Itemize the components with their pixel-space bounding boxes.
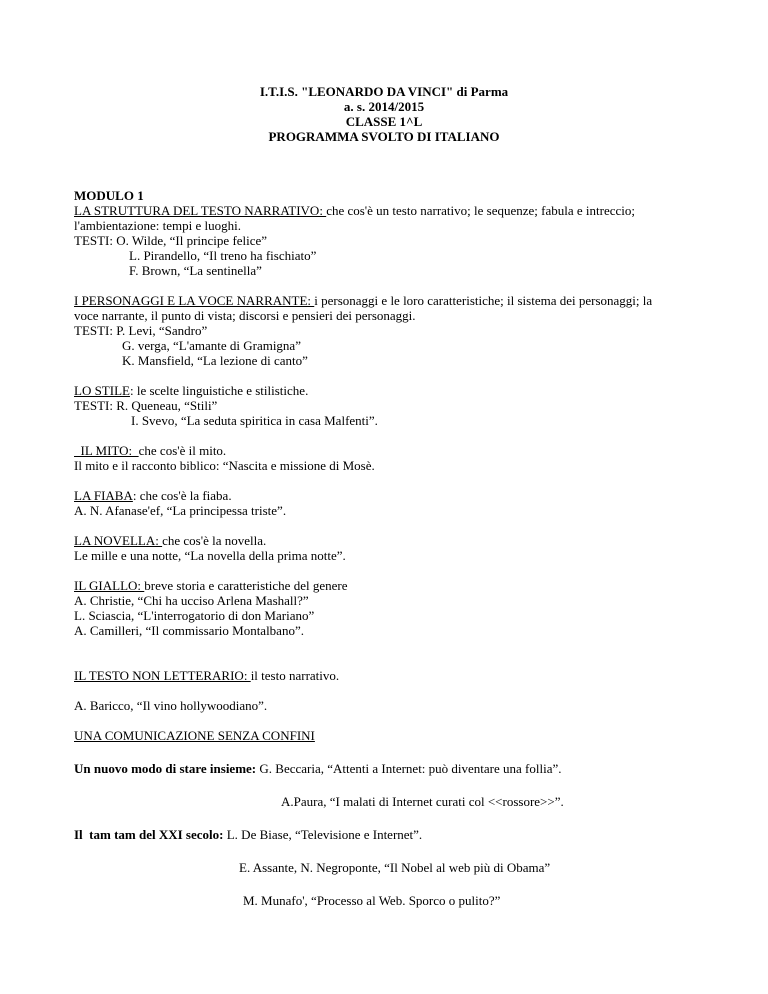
section-novella [74,533,694,563]
text-item: A. Baricco, “Il vino hollywoodiano”. [74,698,268,713]
section-giallo-desc: IL GIALLO: breve storia e caratteristiche del genere [74,578,348,593]
text-item: I. Svevo, “La seduta spiritica in casa Malfenti”. [131,413,378,428]
section-non-letterario [74,668,694,713]
section-non-letterario-heading: IL TESTO NON LETTERARIO: [74,668,251,683]
section-struttura-desc2: l'ambientazione: tempi e luoghi. [74,218,241,233]
section-fiaba-desc: LA FIABA: che cos'è la fiaba. [74,488,232,503]
text-item: L. Sciascia, “L'interrogatorio di don Mariano” [74,608,315,623]
text-item: Le mille e una notte, “La novella della prima notte”. [74,548,346,563]
section-struttura [74,203,694,278]
section-novella-desc: LA NOVELLA: che cos'è la novella. [74,533,267,548]
text-item: A.Paura, “I malati di Internet curati col <<rossore>>”. [281,794,564,809]
program-title: PROGRAMMA SVOLTO DI ITALIANO [268,129,500,144]
text-item: F. Brown, “La sentinella” [129,263,262,278]
text-item: M. Munafo', “Processo al Web. Sporco o pulito?” [243,893,501,908]
section-personaggi [74,293,694,368]
school-name: I.T.I.S. "LEONARDO DA VINCI" di Parma [259,84,509,99]
section-stile-heading: LO STILE [74,383,130,398]
text-item: Il mito e il racconto biblico: “Nascita e missione di Mosè. [74,458,375,473]
section-mito-heading: IL MITO: [74,443,139,458]
section-stile [74,383,694,428]
subsection-stare-insieme-title: Un nuovo modo di stare insieme: [74,761,260,776]
section-novella-heading: LA NOVELLA: [74,533,163,548]
text-item: L. Pirandello, “Il treno ha fischiato” [129,248,317,263]
section-fiaba-heading: LA FIABA [74,488,133,503]
section-personaggi-heading: I PERSONAGGI E LA VOCE NARRANTE: [74,293,315,308]
text-item: G. verga, “L'amante di Gramigna” [122,338,301,353]
module-title: MODULO 1 [74,188,144,203]
text-item: TESTI: P. Levi, “Sandro” [74,323,208,338]
text-item: A. Camilleri, “Il commissario Montalbano”. [74,623,304,638]
subsection-stare-insieme: Un nuovo modo di stare insieme: G. Beccaria, “Attenti a Internet: può diventare una follia”. [74,761,562,776]
class-name: CLASSE 1^L [345,114,423,129]
text-item: A. N. Afanase'ef, “La principessa triste”. [74,503,287,518]
section-personaggi-desc: I PERSONAGGI E LA VOCE NARRANTE: i personaggi e le loro caratteristiche; il sistema dei personaggi; la [74,293,653,308]
section-comunicazione-heading: UNA COMUNICAZIONE SENZA CONFINI [74,728,315,743]
text-item: E. Assante, N. Negroponte, “Il Nobel al web più di Obama” [239,860,551,875]
document-body [74,188,694,908]
school-year: a. s. 2014/2015 [343,99,425,114]
section-non-letterario-desc: IL TESTO NON LETTERARIO: il testo narrativo. [74,668,340,683]
document-header [74,84,694,144]
section-mito [74,443,694,473]
text-item: A. Christie, “Chi ha ucciso Arlena Mashall?” [74,593,309,608]
section-giallo [74,578,694,638]
text-item: K. Mansfield, “La lezione di canto” [122,353,308,368]
text-item: TESTI: O. Wilde, “Il principe felice” [74,233,268,248]
text-item: TESTI: R. Queneau, “Stili” [74,398,218,413]
section-fiaba [74,488,694,518]
section-giallo-heading: IL GIALLO: [74,578,145,593]
section-personaggi-desc2: voce narrante, il punto di vista; discorsi e pensieri dei personaggi. [74,308,416,323]
section-comunicazione [74,728,694,908]
subsection-tam-tam: Il tam tam del XXI secolo: L. De Biase, “Televisione e Internet”. [74,827,423,842]
section-mito-desc: IL MITO: che cos'è il mito. [74,443,227,458]
section-struttura-desc: LA STRUTTURA DEL TESTO NARRATIVO: che cos'è un testo narrativo; le sequenze; fabula e intreccio; [74,203,635,218]
section-stile-desc: LO STILE: le scelte linguistiche e stilistiche. [74,383,309,398]
section-struttura-heading: LA STRUTTURA DEL TESTO NARRATIVO: [74,203,327,218]
subsection-tam-tam-title: Il tam tam del XXI secolo: [74,827,227,842]
